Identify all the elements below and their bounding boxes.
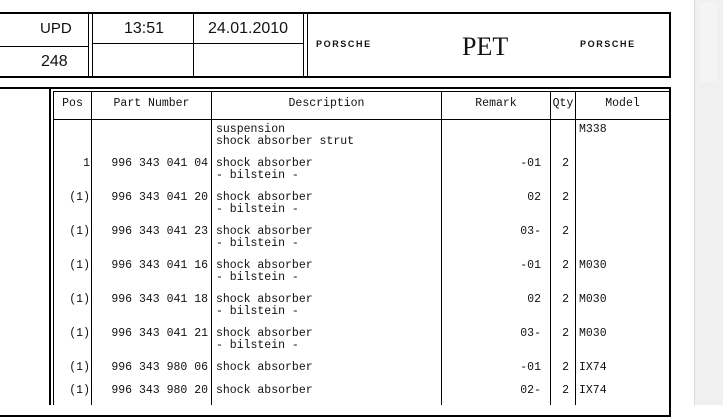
qty-cell: 2 — [562, 361, 569, 374]
column-header-qty[interactable]: Qty — [552, 97, 574, 110]
description-line: shock absorber — [216, 361, 313, 374]
column-header-part-number[interactable]: Part Number — [113, 97, 190, 110]
header-divider — [92, 14, 93, 76]
pos-cell: (1) — [69, 259, 90, 272]
qty-cell: 2 — [562, 327, 569, 340]
qty-cell: 2 — [562, 191, 569, 204]
header-divider — [0, 46, 88, 47]
column-header-description[interactable]: Description — [288, 97, 365, 110]
column-divider — [575, 91, 576, 405]
description-line: shock absorber — [216, 259, 313, 272]
qty-cell: 2 — [562, 225, 569, 238]
remark-cell: 02- — [520, 384, 541, 397]
time-display: 13:51 — [124, 20, 165, 37]
porsche-logo-left: PORSCHE — [316, 39, 372, 49]
part-number-cell: 996 343 041 20 — [111, 191, 208, 204]
remark-cell: 03- — [520, 327, 541, 340]
scrollbar-thumb[interactable] — [700, 2, 717, 82]
description-line: - bilstein - — [216, 305, 299, 318]
qty-cell: 2 — [562, 293, 569, 306]
header-divider — [88, 14, 89, 76]
description-line: shock absorber — [216, 191, 313, 204]
description-line: suspension — [216, 123, 286, 136]
part-number-cell: 996 343 980 20 — [111, 384, 208, 397]
remark-cell: 02 — [527, 191, 541, 204]
remark-cell: -01 — [520, 157, 541, 170]
pos-cell: (1) — [69, 225, 90, 238]
part-number-cell: 996 343 041 21 — [111, 327, 208, 340]
table-divider — [49, 87, 51, 405]
header-row-divider — [53, 119, 669, 120]
model-cell: M030 — [579, 259, 607, 272]
part-number-cell: 996 343 041 23 — [111, 225, 208, 238]
app-title: PET — [462, 32, 509, 61]
upd-value: 248 — [41, 53, 68, 70]
model-cell: IX74 — [579, 384, 607, 397]
pos-cell: (1) — [69, 191, 90, 204]
description-line: - bilstein - — [216, 339, 299, 352]
porsche-logo-right: PORSCHE — [580, 39, 636, 49]
model-cell: M338 — [579, 123, 607, 136]
header-divider — [307, 14, 308, 76]
description-line: - bilstein - — [216, 237, 299, 250]
description-line: - bilstein - — [216, 169, 299, 182]
description-line: shock absorber — [216, 225, 313, 238]
description-line: shock absorber — [216, 327, 313, 340]
pos-cell: (1) — [69, 293, 90, 306]
column-divider — [441, 91, 442, 405]
header-divider — [193, 14, 194, 76]
remark-cell: -01 — [520, 361, 541, 374]
part-number-cell: 996 343 980 06 — [111, 361, 208, 374]
pos-cell: (1) — [69, 361, 90, 374]
qty-cell: 2 — [562, 157, 569, 170]
column-divider — [550, 91, 551, 405]
header-divider — [92, 43, 303, 44]
qty-cell: 2 — [562, 259, 569, 272]
header-divider — [303, 14, 304, 76]
column-header-remark[interactable]: Remark — [475, 97, 517, 110]
part-number-cell: 996 343 041 18 — [111, 293, 208, 306]
column-header-pos[interactable]: Pos — [62, 97, 83, 110]
description-line: shock absorber strut — [216, 135, 355, 148]
model-cell: M030 — [579, 327, 607, 340]
description-line: - bilstein - — [216, 271, 299, 284]
description-line: - bilstein - — [216, 203, 299, 216]
part-number-cell: 996 343 041 04 — [111, 157, 208, 170]
column-header-model[interactable]: Model — [605, 97, 640, 110]
model-cell: M030 — [579, 293, 607, 306]
pos-cell: (1) — [69, 384, 90, 397]
description-line: shock absorber — [216, 384, 313, 397]
column-divider — [91, 91, 92, 405]
date-display: 24.01.2010 — [208, 20, 289, 37]
part-number-cell: 996 343 041 16 — [111, 259, 208, 272]
column-divider — [211, 91, 212, 405]
table-divider — [53, 91, 669, 92]
description-line: shock absorber — [216, 293, 313, 306]
remark-cell: 02 — [527, 293, 541, 306]
qty-cell: 2 — [562, 384, 569, 397]
pos-cell: 1 — [83, 157, 90, 170]
pos-cell: (1) — [69, 327, 90, 340]
model-cell: IX74 — [579, 361, 607, 374]
remark-cell: -01 — [520, 259, 541, 272]
remark-cell: 03- — [520, 225, 541, 238]
upd-label: UPD — [40, 20, 72, 37]
table-divider — [53, 91, 54, 405]
description-line: shock absorber — [216, 157, 313, 170]
